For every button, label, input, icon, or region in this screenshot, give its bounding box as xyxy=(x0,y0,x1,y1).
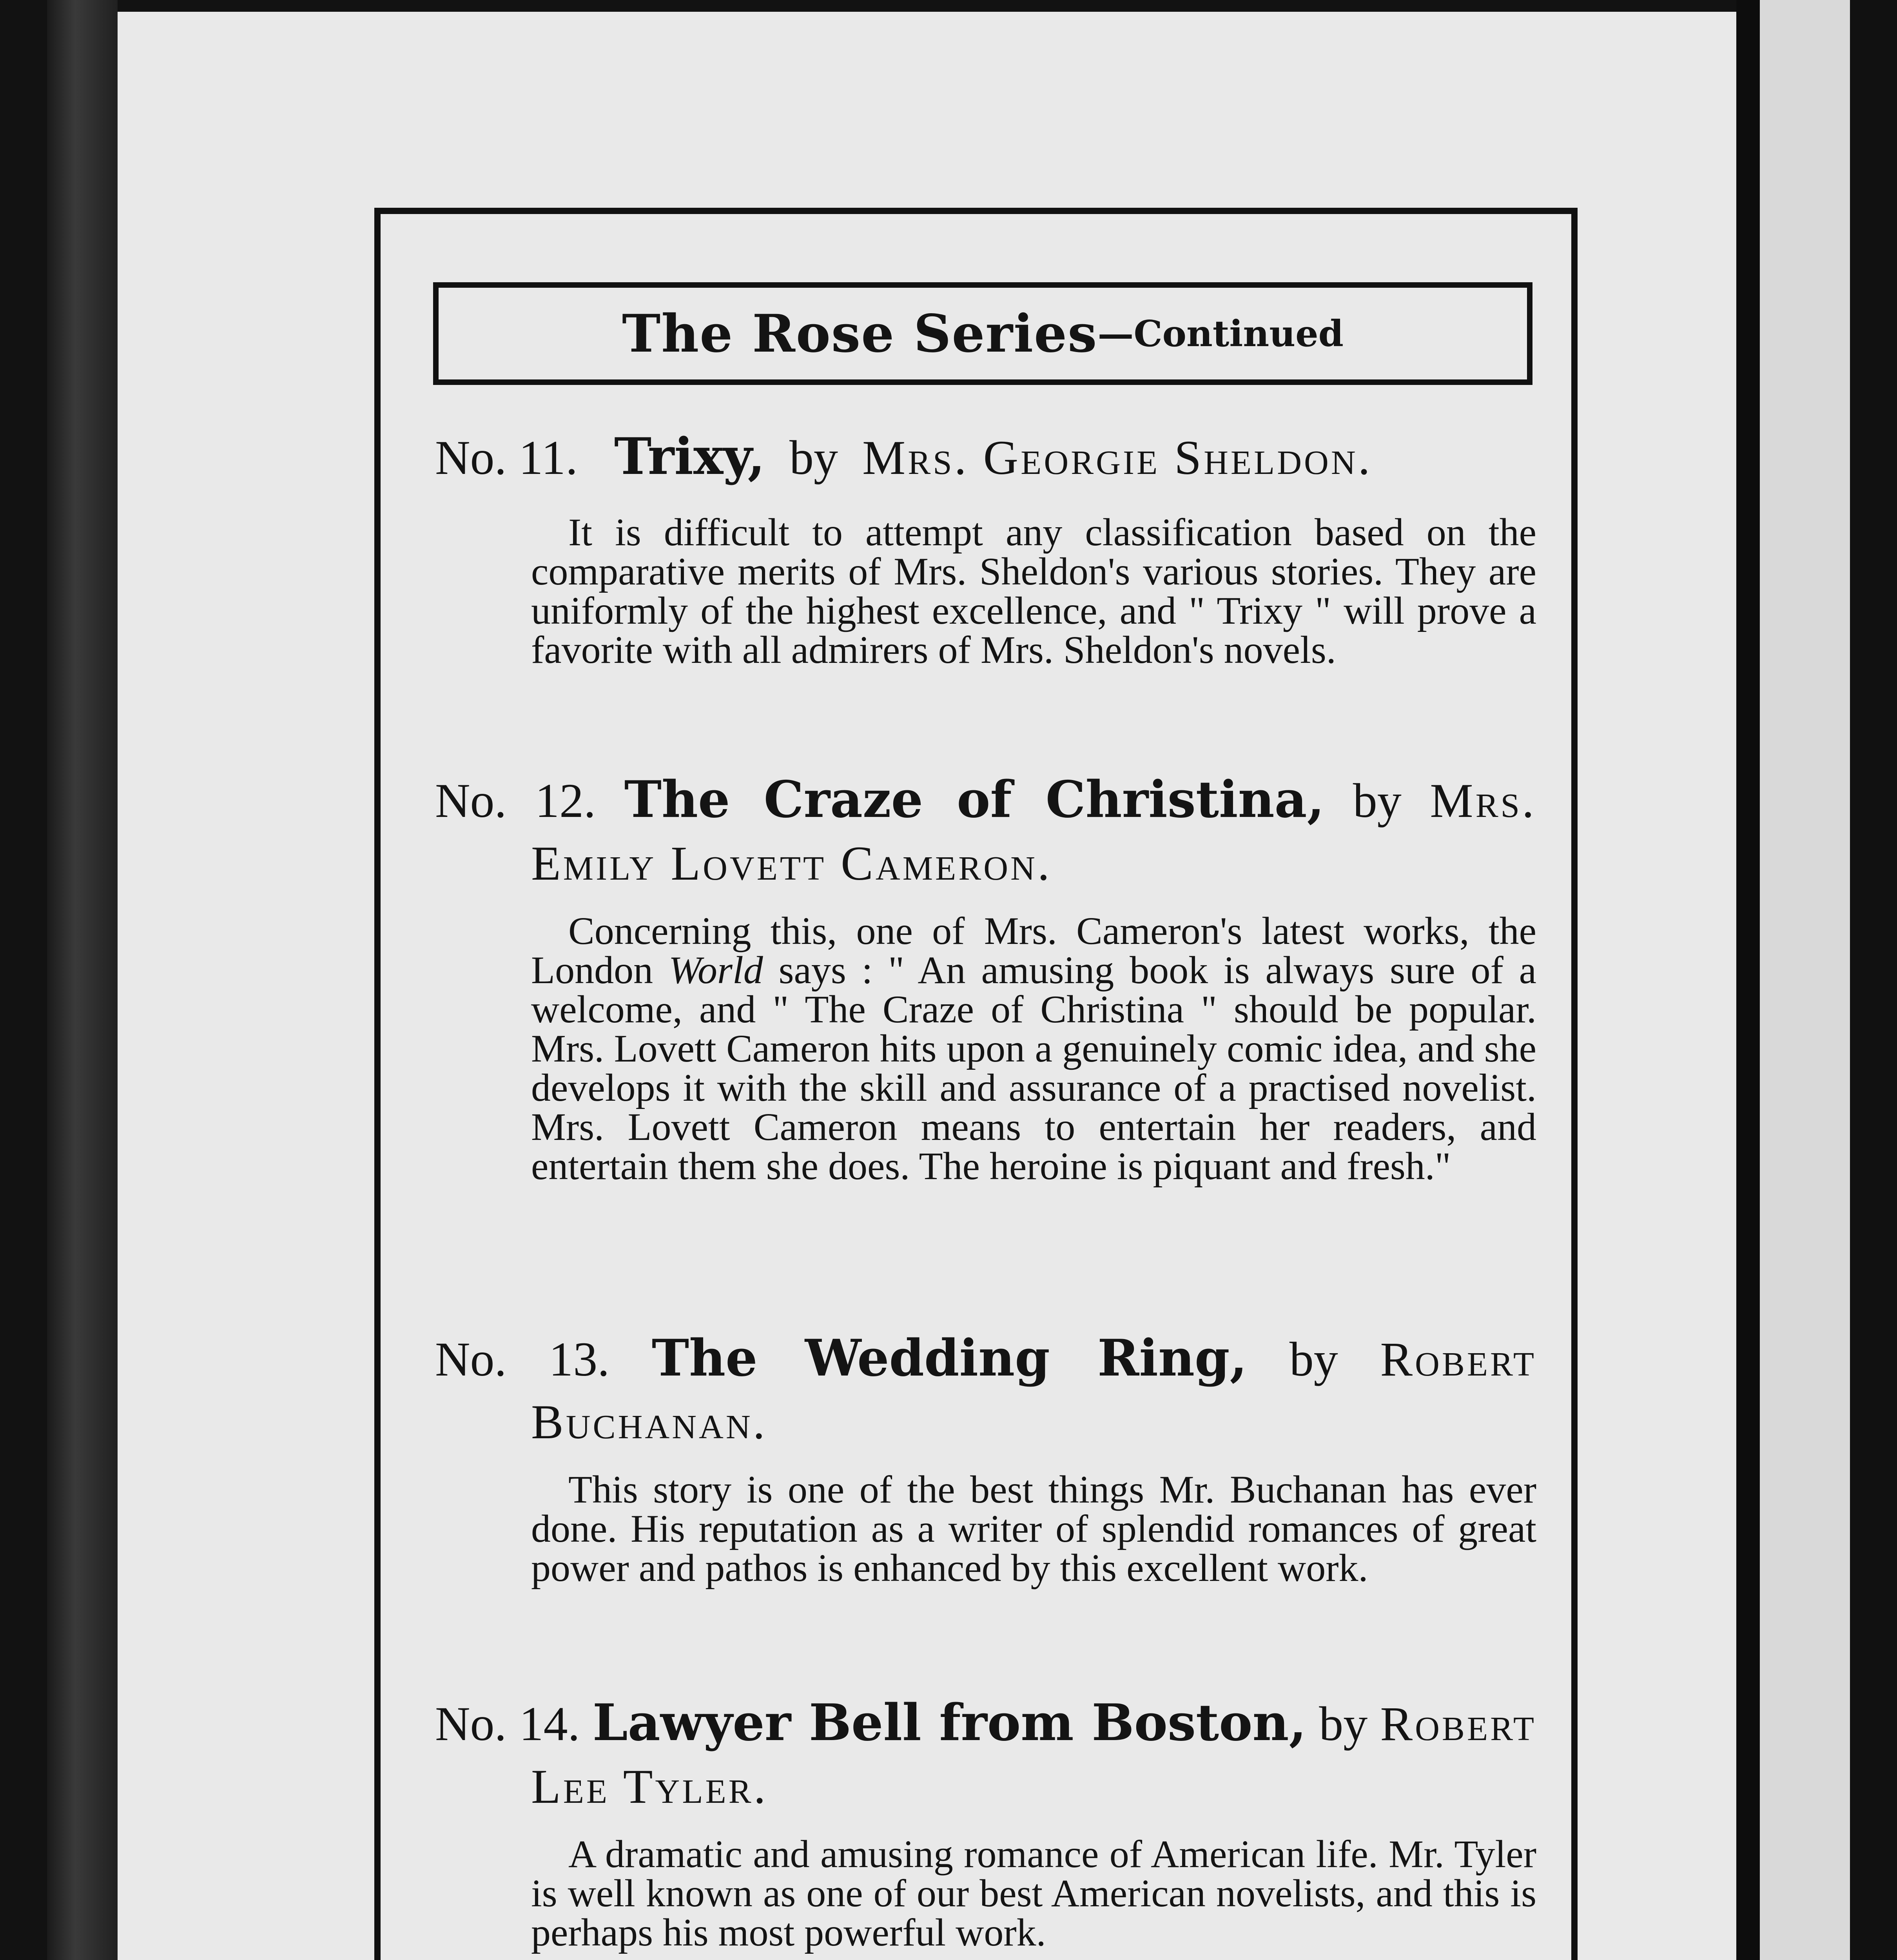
book-title: The Craze of Christina, xyxy=(624,770,1325,829)
author-name-continued: Emily Lovett Cameron. xyxy=(531,837,1052,890)
book-entry-13 xyxy=(435,1327,1536,1588)
book-spine-edge xyxy=(47,0,118,1960)
publication-name: World xyxy=(668,948,763,992)
by-word: by xyxy=(1289,1332,1338,1386)
book-entry-14 xyxy=(435,1691,1536,1952)
next-page-edge xyxy=(1760,0,1897,1960)
book-entry-11 xyxy=(435,425,1536,670)
author-name-continued: Lee Tyler. xyxy=(531,1760,768,1813)
description-text: Concerning this, one of Mrs. Cameron's latest works, the London xyxy=(531,909,1536,992)
by-word: by xyxy=(789,431,838,485)
page-gutter-shadow xyxy=(1736,0,1760,1960)
book-description: It is difficult to attempt any classification based on the comparative merits of Mrs. Sheldon's various stories. They are uniformly of the highest excellence, and " Trixy " will prove a favorite with all admirers of Mrs. Sheldon's novels. xyxy=(531,510,1536,671)
entry-number: No. 11. xyxy=(435,431,578,485)
entry-heading xyxy=(435,1691,1536,1755)
book-description: A dramatic and amusing romance of American life. Mr. Tyler is well known as one of our best American novelists, and this is perhaps his most powerful work. xyxy=(531,1832,1536,1954)
description-text: says : " An amusing book is always sure of a welcome, and " The Craze of Christina " should be popular. Mrs. Lovett Cameron hits upon a genuinely comic idea, and she develops it with the skill and assurance of a practised novelist. Mrs. Lovett Cameron means to entertain her readers, and entertain them she does. The heroine is piquant and fresh." xyxy=(531,948,1536,1188)
entry-number: No. 14. xyxy=(435,1697,580,1751)
entry-number: No. 13. xyxy=(435,1332,610,1386)
entry-heading xyxy=(435,768,1536,832)
book-entry-12 xyxy=(435,768,1536,1186)
entry-heading xyxy=(435,425,1536,489)
series-subtitle: —Continued xyxy=(1097,312,1344,355)
author-name: Robert xyxy=(1380,1332,1536,1386)
author-name: Robert xyxy=(1380,1697,1537,1751)
entry-number: No. 12. xyxy=(435,774,596,828)
entry-heading xyxy=(435,1327,1536,1391)
book-title: Trixy, xyxy=(614,427,765,486)
book-title: The Wedding Ring, xyxy=(651,1329,1248,1388)
book-description: This story is one of the best things Mr. Buchanan has ever done. His reputation as a writer of splendid romances of great power and pathos is enhanced by this excellent work. xyxy=(531,1468,1536,1590)
author-name-continued: Buchanan. xyxy=(531,1395,767,1449)
book-title: Lawyer Bell from Boston, xyxy=(592,1693,1307,1752)
author-name: Mrs. xyxy=(1430,774,1536,828)
series-title: The Rose Series xyxy=(622,303,1098,364)
series-title-box xyxy=(433,282,1532,385)
author-name: Mrs. Georgie Sheldon. xyxy=(862,431,1373,485)
book-description xyxy=(531,911,1536,1186)
by-word: by xyxy=(1319,1697,1368,1751)
by-word: by xyxy=(1353,774,1402,828)
